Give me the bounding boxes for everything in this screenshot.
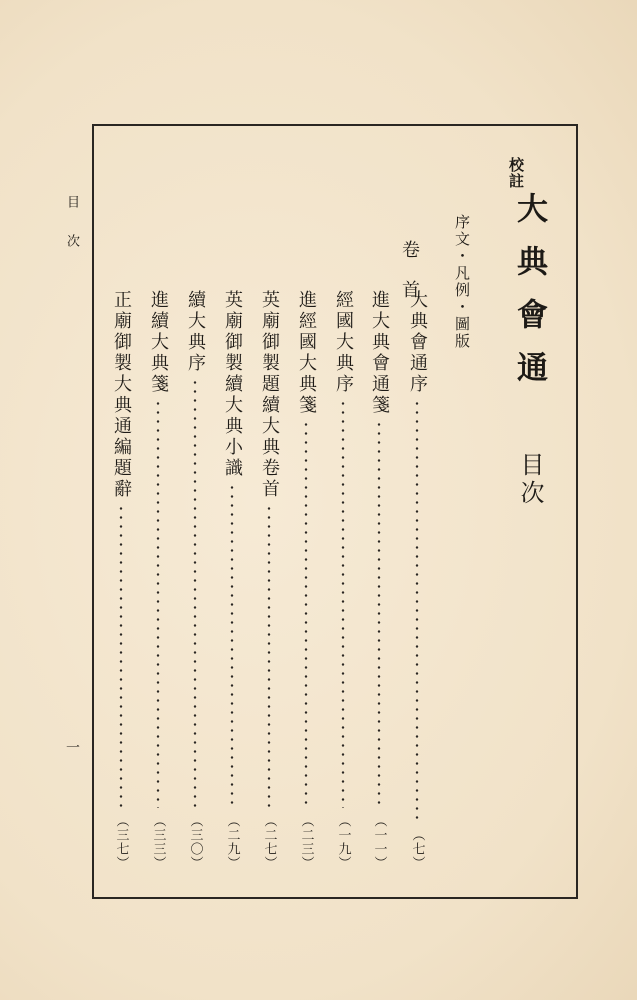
book-title: 大典會通 — [511, 192, 547, 404]
contents-label: 目次 — [516, 452, 544, 508]
toc-entry-title: 正廟御製大典通編題辭 — [111, 290, 132, 500]
toc-entry[interactable] — [404, 290, 430, 870]
toc-entry-title: 英廟御製續大典小識 — [222, 290, 243, 479]
toc-entry-page: （三〇） — [187, 814, 203, 870]
dot-leader — [330, 399, 356, 808]
toc-entry-title: 續大典序 — [185, 290, 206, 374]
toc-entry-title: 經國大典序 — [333, 290, 354, 395]
toc-entry-page: （二七） — [261, 814, 277, 870]
dot-leader — [219, 483, 245, 808]
dot-leader — [366, 420, 392, 808]
dot-leader — [293, 420, 319, 808]
dot-leader — [182, 378, 208, 808]
toc-entry-page: （二九） — [224, 814, 240, 870]
page-number: 一 — [64, 740, 80, 754]
dot-leader — [404, 399, 430, 822]
toc-entry-page: （一一） — [371, 814, 387, 870]
dot-leader — [145, 399, 171, 808]
toc-entry-page: （三三） — [150, 814, 166, 870]
toc-entry-title: 進經國大典箋 — [296, 290, 317, 416]
dot-leader — [108, 504, 134, 808]
toc-entry[interactable] — [256, 290, 282, 870]
toc-entry-page: （三七） — [113, 814, 129, 870]
toc-entry[interactable] — [219, 290, 245, 870]
toc-entry[interactable] — [366, 290, 392, 870]
toc-entry-page: （一九） — [335, 814, 351, 870]
volume-label: 卷首 — [399, 240, 420, 320]
dot-leader — [256, 504, 282, 808]
toc-entry-page: （二三） — [298, 814, 314, 870]
toc-entry[interactable] — [108, 290, 134, 870]
toc-entry-title: 英廟御製題續大典卷首 — [259, 290, 280, 500]
toc-entry-title: 大典會通序 — [407, 290, 428, 395]
toc-entry[interactable] — [293, 290, 319, 870]
running-head: 目次 — [64, 195, 79, 273]
toc-entry-page: （七） — [409, 828, 425, 870]
toc-entry[interactable] — [330, 290, 356, 870]
toc-entry[interactable] — [145, 290, 171, 870]
annotation-label: 校註 — [507, 157, 525, 189]
toc-entry-title: 進大典會通箋 — [369, 290, 390, 416]
toc-entry[interactable] — [182, 290, 208, 870]
front-matter-note: 序文・凡例・圖版 — [453, 214, 471, 350]
toc-entry-title: 進續大典箋 — [148, 290, 169, 395]
